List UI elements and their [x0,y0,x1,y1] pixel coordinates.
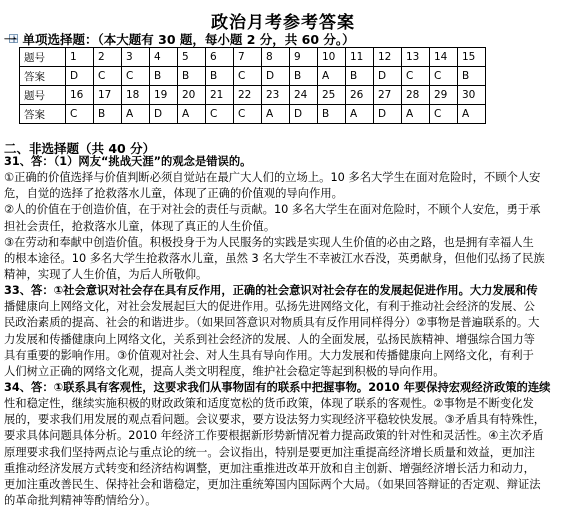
table-cell: C [94,67,122,86]
text-line: 具有重要的影响作用。③价值观对社会、对人生具有导向作用。大力发展和传播健康向上网络文化，有利于 [4,348,534,362]
text-line: 担社会责任，抢救落水儿童，体现了真正的人生价值。 [4,219,276,233]
text-line: ①正确的价值选择与价值判断必须自觉站在最广大人们的立场上。10 多名大学生在面对危险时，不顾个人安 [4,171,541,185]
table-cell: A [122,105,150,124]
table-cell: 14 [430,48,458,67]
table-cell: B [94,105,122,124]
table-cell: 23 [262,86,290,105]
text-line: 力发展和传播健康向上网络文化，关系到社会经济的发展、人的全面发展，弘扬民族精神、增强综合国力等 [4,332,535,346]
table-cell: B [458,67,486,86]
table-cell: C [402,67,430,86]
table-cell: D [150,105,178,124]
text-line: 人们树立正确的网络文化观，提高人类文明程度，维护社会稳定等起到积极的导向作用。 [4,364,445,378]
table-cell: 12 [374,48,402,67]
table-cell: 29 [430,86,458,105]
text-line: 更加注重改善民生、保持社会和谐稳定，更加注重统筹国内国际两个大局。（如果回答辩证的否定观、辩证法 [4,477,541,491]
section-2-heading: 二、非选择题（共 40 分） [4,141,156,156]
row-header: 题号 [20,48,66,67]
section-1-number: 一 [4,32,17,47]
table-cell: A [402,105,430,124]
table-cell: 2 [94,48,122,67]
table-cell: 30 [458,86,486,105]
text-line: 34、答：①联系具有客观性，这要求我们从事物固有的联系中把握事物。2010 年要保持宏观经济政策的连续 [4,380,551,394]
table-cell: 17 [94,86,122,105]
table-cell: 19 [150,86,178,105]
table-cell: 1 [66,48,94,67]
table-cell: 18 [122,86,150,105]
table-cell: B [206,67,234,86]
text-line: 33、答：①社会意识对社会存在具有反作用，正确的社会意识对社会存在的发展起促进作用。大力发展和传 [4,284,538,298]
table-cell: B [150,67,178,86]
table-cell: 13 [402,48,430,67]
table-cell: B [290,67,318,86]
table-cell: 15 [458,48,486,67]
table-cell: C [234,105,262,124]
text-line: 原理要求我们坚持两点论与重点论的统一。会议指出，特别是要更加注重提高经济增长质量和效益，更加注 [4,445,535,459]
text-line: 的革命批判精神等酌情给分）。 [4,493,157,507]
table-cell: 24 [290,86,318,105]
answer-table [19,47,486,124]
table-cell: 4 [150,48,178,67]
answer-body [4,154,562,509]
text-line: ②人的价值在于创造价值，在于对社会的责任与贡献。10 多名大学生在面对危险时，不顾个人安危，勇于承 [4,203,541,217]
table-cell: 3 [122,48,150,67]
table-row [20,67,486,86]
section-1-title: 单项选择题：（本大题有 30 题，每小题 2 分，共 60 分。） [22,32,355,47]
table-cell: B [346,67,374,86]
text-line: 民政治素质的提高、社会的和谐进步。（如果回答意识对物质具有反作用同样得分）②事物是普遍联系的。大 [4,316,540,330]
table-cell: 9 [290,48,318,67]
table-row [20,105,486,124]
table-cell: 11 [346,48,374,67]
table-cell: B [318,105,346,124]
table-cell: C [206,105,234,124]
table-cell: A [458,105,486,124]
row-header: 答案 [20,105,66,124]
table-cell: 16 [66,86,94,105]
table-cell: 28 [402,86,430,105]
table-cell: A [178,105,206,124]
table-cell: C [122,67,150,86]
table-cell: 26 [346,86,374,105]
text-line: 危，自觉的选择了抢救落水儿童，体现了正确的价值观的导向作用。 [4,187,343,201]
table-cell: 6 [206,48,234,67]
table-cell: C [430,105,458,124]
table-row [20,86,486,105]
table-row [20,48,486,67]
table-cell: 10 [318,48,346,67]
table-cell: 8 [262,48,290,67]
table-cell: D [66,67,94,86]
text-line: 31、答：（1）网友“挑战天涯”的观念是错误的。 [4,155,252,168]
page-title: 政治月考参考答案 [211,13,355,33]
text-line: 精神，实现了人生价值，为后人所敬仰。 [4,267,208,281]
table-cell: C [66,105,94,124]
table-cell: 21 [206,86,234,105]
table-cell: A [346,105,374,124]
table-cell: 5 [178,48,206,67]
table-cell: D [374,67,402,86]
table-cell: D [290,105,318,124]
table-cell: C [234,67,262,86]
text-line: ③在劳动和奉献中创造价值。积极投身于为人民服务的实践是实现人生价值的必由之路，也是拥有幸福人生 [4,235,534,249]
section-1-heading [4,30,355,48]
table-cell: C [430,67,458,86]
text-line: 重推动经济发展方式转变和经济结构调整，更加注重推进改革开放和自主创新、增强经济增长活力和动力， [4,461,535,475]
table-cell: A [262,105,290,124]
row-header: 题号 [20,86,66,105]
table-cell: 7 [234,48,262,67]
text-line: 展的，要求我们用发展的观点看问题。会议要求，要方设法努力实现经济平稳较快发展。③矛盾具有特殊性， [4,413,546,427]
table-cell: B [178,67,206,86]
table-cell: D [262,67,290,86]
text-line: 性和稳定性，继续实施积极的财政政策和适度宽松的货币政策，体现了联系的客观性。②事物是不断变化发 [4,397,534,411]
row-header: 答案 [20,67,66,86]
table-cell: 27 [374,86,402,105]
table-cell: D [374,105,402,124]
text-line: 的根本途径。10 多名大学生抢救落水儿童，虽然 3 名大学生不幸被江水吞没，英勇献身，但他们弘扬了民族 [4,251,545,265]
table-cell: A [318,67,346,86]
table-cell: 22 [234,86,262,105]
table-cell: 25 [318,86,346,105]
text-line: 要求具体问题具体分析。2010 年经济工作要根据新形势新情况着力提高政策的针对性和灵活性。④主次矛盾 [4,429,544,443]
table-cell: 20 [178,86,206,105]
text-line: 播健康向上网络文化，对社会发展起巨大的促进作用。弘扬先进网络文化，有利于推动社会经济的发展、公 [4,300,535,314]
